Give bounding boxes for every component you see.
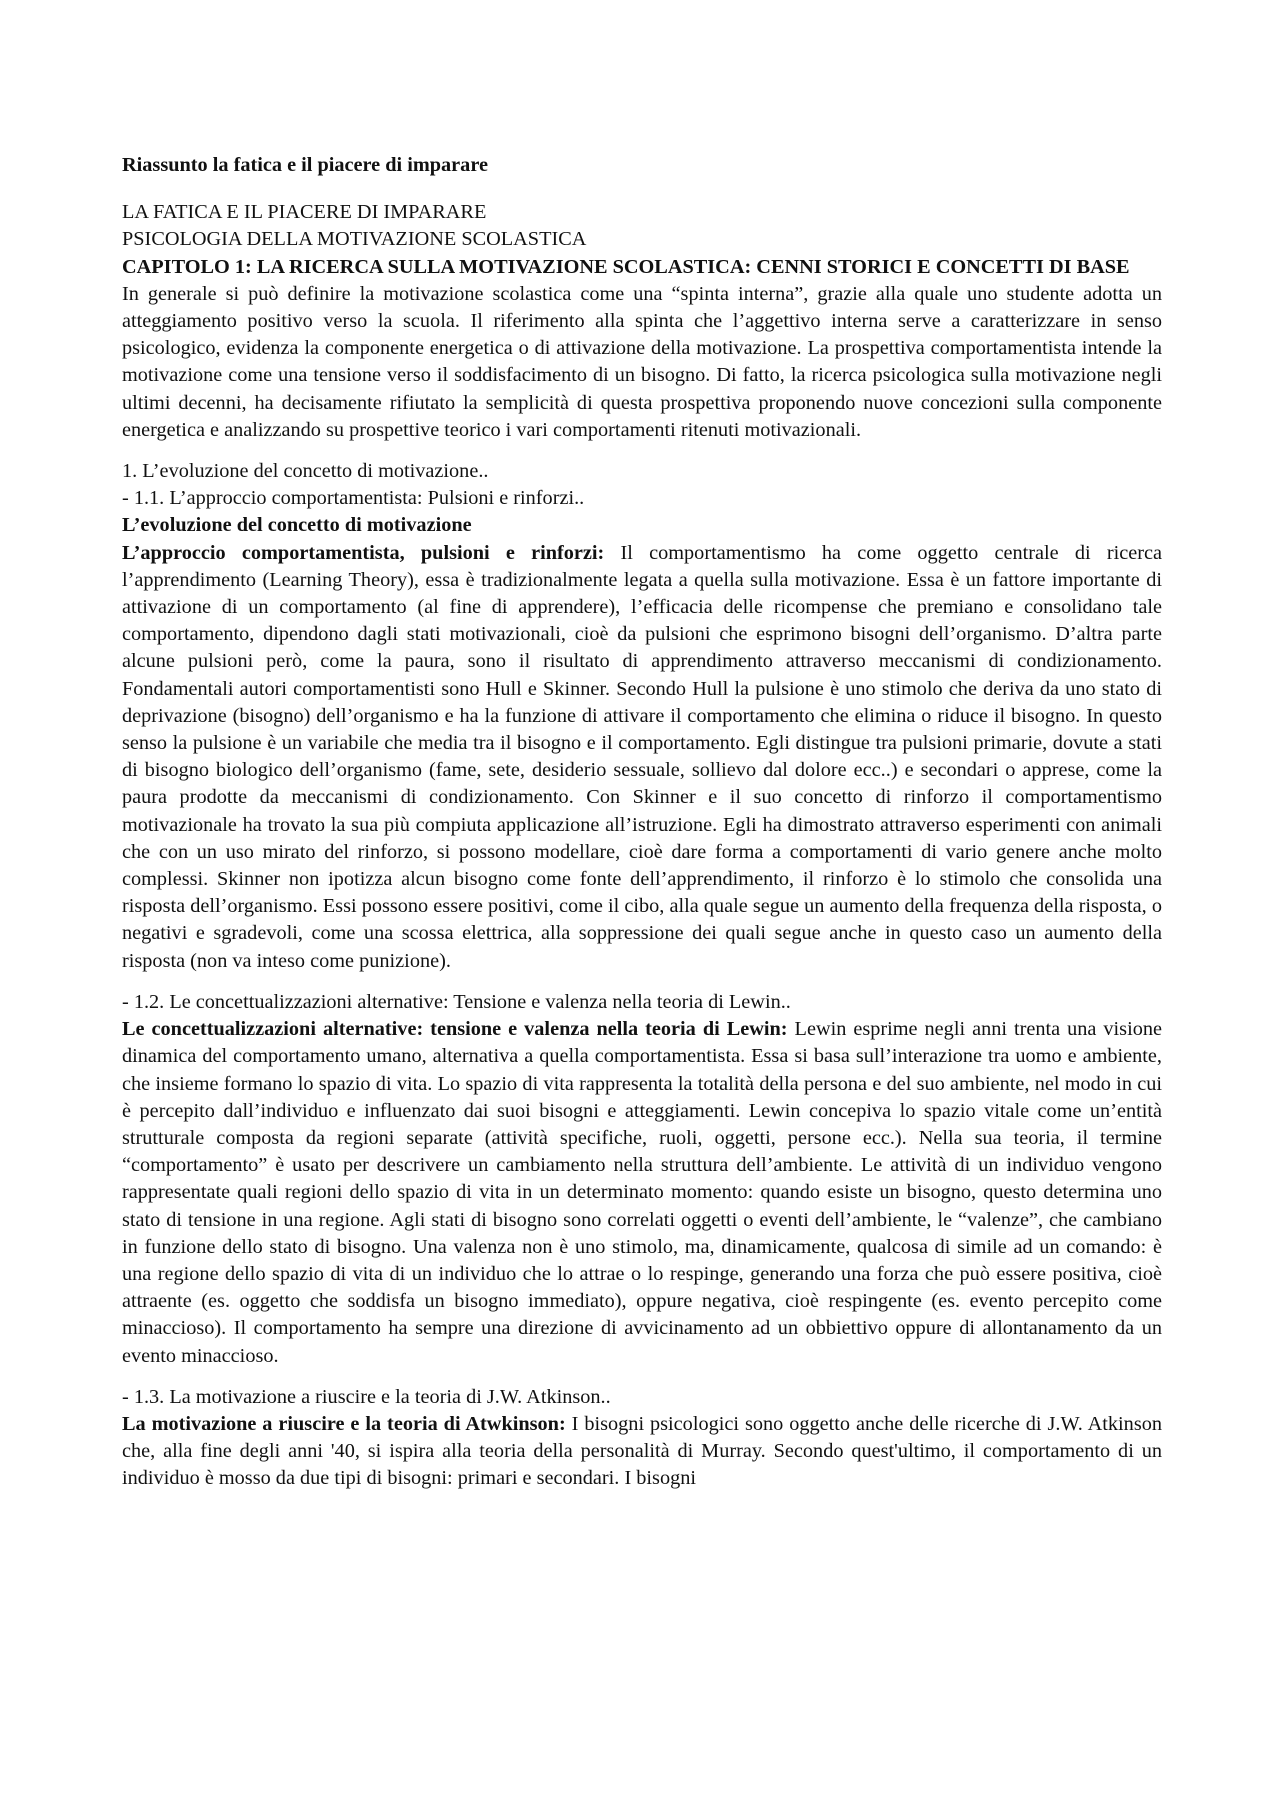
section-heading-evolution: L’evoluzione del concetto di motivazione xyxy=(122,514,472,537)
toc-entry-1-3: - 1.3. La motivazione a riuscire e la teoria di J.W. Atkinson.. xyxy=(122,1385,611,1408)
paragraph-body: Lewin esprime negli anni trenta una visione dinamica del comportamento umano, alternativa a quella comportamentista. Essa si basa sull’interazione tra uomo e ambiente, che insieme formano lo spazio di vita. Lo spazio di vita rappresenta la totalità della persona e del suo ambiente, nel modo in cui è percepito dall’individuo e influenzato dai suoi bisogni e atteggiamenti. Lewin concepiva lo spazio vitale come un’entità strutturale composta da regioni separate (attività specifiche, ruoli, oggetti, persone ecc.). Nella sua teoria, il termine “comportamento” è usato per descrivere un cambiamento nella struttura dell’ambiente. Le attività di un individuo vengono rappresentate quali regioni dello spazio di vita in un determinato momento: quando esiste un bisogno, questo determina uno stato di tensione in una regione. Agli stati di bisogno sono correlati oggetti o eventi dell’ambiente, le “valenze”, che cambiano in funzione dello stato di bisogno. Una valenza non è uno stimolo, ma, dinamicamente, qualcosa di simile ad un comando: è una regione dello spazio di vita di un individuo che lo attrae o lo respinge, generando una forza che può essere positiva, cioè attraente (es. oggetto che soddisfa un bisogno immediato), oppure negativa, cioè respingente (es. evento percepito come minaccioso). Il comportamento ha sempre una direzione di avvicinamento ad un obbiettivo oppure di allontanamento da un evento minaccioso. xyxy=(122,1018,1162,1367)
paragraph-lead: Le concettualizzazioni alternative: tensione e valenza nella teoria di Lewin: xyxy=(122,1018,788,1041)
heading-main: LA FATICA E IL PIACERE DI IMPARARE xyxy=(122,201,487,224)
document-page xyxy=(122,152,1162,1493)
toc-entry-1-2: - 1.2. Le concettualizzazioni alternative: Tensione e valenza nella teoria di Lewin.. xyxy=(122,990,791,1013)
heading-subtitle: PSICOLOGIA DELLA MOTIVAZIONE SCOLASTICA xyxy=(122,228,587,251)
paragraph-atkinson xyxy=(122,1411,1162,1493)
paragraph-lead: La motivazione a riuscire e la teoria di Atwkinson: xyxy=(122,1412,566,1435)
toc-entry-1-1: - 1.1. L’approccio comportamentista: Pulsioni e rinforzi.. xyxy=(122,487,585,510)
paragraph-behaviorist xyxy=(122,540,1162,975)
paragraph-body: I bisogni psicologici sono oggetto anche delle ricerche di J.W. Atkinson che, alla fine degli anni '40, si ispira alla teoria della personalità di Murray. Secondo quest'ultimo, il comportamento di un individuo è mosso da due tipi di bisogni: primari e secondari. I bisogni xyxy=(122,1412,1162,1490)
paragraph-lead: L’approccio comportamentista, pulsioni e rinforzi: xyxy=(122,541,605,564)
toc-entry-1: 1. L’evoluzione del concetto di motivazione.. xyxy=(122,460,489,483)
paragraph-body: Il comportamentismo ha come oggetto centrale di ricerca l’apprendimento (Learning Theory), essa è tradizionalmente legata a quella sulla motivazione. Essa è un fattore importante di attivazione di un comportamento (al fine di apprendere), l’efficacia delle ricompense che premiano e consolidano tale comportamento, dipendono dagli stati motivazionali, cioè da pulsioni che esprimono bisogni dell’organismo. D’altra parte alcune pulsioni però, come la paura, sono il risultato di apprendimento attraverso meccanismi di condizionamento. Fondamentali autori comportamentisti sono Hull e Skinner. Secondo Hull la pulsione è uno stimolo che deriva da uno stato di deprivazione (bisogno) dell’organismo e ha la funzione di attivare il comportamento che elimina o riduce il bisogno. In questo senso la pulsione è un variabile che media tra il bisogno e il comportamento. Egli distingue tra pulsioni primarie, dovute a stati di bisogno biologico dell’organismo (fame, sete, desiderio sessuale, sollievo dal dolore ecc..) e secondari o apprese, come la paura prodotte da meccanismi di condizionamento. Con Skinner e il suo concetto di rinforzo il comportamentismo motivazionale ha trovato la sua più compiuta applicazione all’istruzione. Egli ha dimostrato attraverso esperimenti con animali che con un uso mirato del rinforzo, si possono modellare, cioè dare forma a comportamenti di vario genere anche molto complessi. Skinner non ipotizza alcun bisogno come fonte dell’apprendimento, il rinforzo è lo stimolo che consolida una risposta dell’organismo. Essi possono essere positivi, come il cibo, alla quale segue un aumento della frequenza della risposta, o negativi e sgradevoli, come una scossa elettrica, alla soppressione dei quali segue anche in questo caso un aumento della risposta (non va inteso come punizione). xyxy=(122,541,1162,972)
chapter-heading: CAPITOLO 1: LA RICERCA SULLA MOTIVAZIONE SCOLASTICA: CENNI STORICI E CONCETTI DI BASE xyxy=(122,255,1130,278)
intro-paragraph: In generale si può definire la motivazione scolastica come una “spinta interna”, grazie alla quale uno studente adotta un atteggiamento positivo verso la scuola. Il riferimento alla spinta che l’aggettivo interna serve a caratterizzare in senso psicologico, evidenza la componente energetica o di attivazione della motivazione. La prospettiva comportamentista intende la motivazione come una tensione verso il soddisfacimento di un bisogno. Di fatto, la ricerca psicologica sulla motivazione negli ultimi decenni, ha decisamente rifiutato la semplicità di questa prospettiva proponendo nuove concezioni sulla componente energetica e analizzando su prospettive teorico i vari comportamenti ritenuti motivazionali. xyxy=(122,282,1162,441)
document-title: Riassunto la fatica e il piacere di imparare xyxy=(122,154,488,176)
paragraph-lewin xyxy=(122,1016,1162,1370)
